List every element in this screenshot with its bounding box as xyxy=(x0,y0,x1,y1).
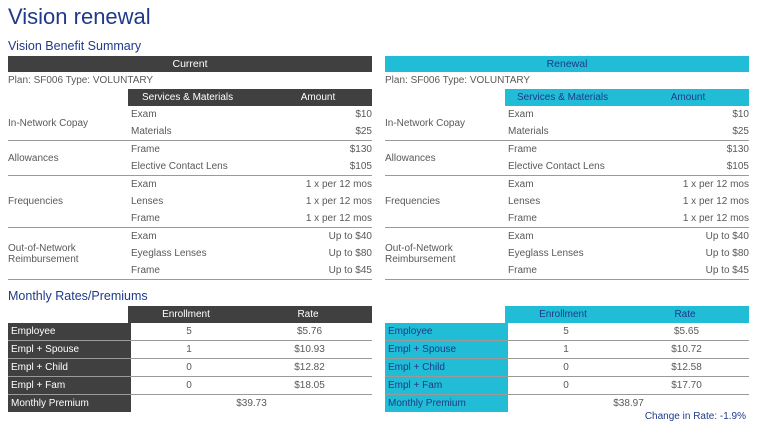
rate-header: Rate xyxy=(244,306,372,323)
benefit-item: Frame xyxy=(508,144,537,155)
rate-value: $17.70 xyxy=(671,380,702,391)
tier-label: Empl + Fam xyxy=(8,377,131,394)
benefit-row xyxy=(505,176,749,193)
benefit-item: Elective Contact Lens xyxy=(508,161,605,172)
benefit-row xyxy=(505,210,749,227)
services-materials-header: Services & Materials xyxy=(505,89,627,106)
benefit-row xyxy=(128,141,372,158)
group-label: Allowances xyxy=(385,152,436,164)
benefit-amount: $10 xyxy=(355,109,372,120)
monthly-premium-label: Monthly Premium xyxy=(385,395,508,412)
benefit-amount: 1 x per 12 mos xyxy=(682,213,749,224)
benefit-row xyxy=(128,123,372,140)
benefit-row xyxy=(505,106,749,123)
benefit-amount: 1 x per 12 mos xyxy=(682,196,749,207)
benefit-item: Eyeglass Lenses xyxy=(131,248,207,259)
rate-row xyxy=(385,359,749,377)
enrollment-value: 0 xyxy=(186,362,192,373)
benefit-item: Frame xyxy=(508,213,537,224)
services-materials-header: Services & Materials xyxy=(128,89,264,106)
benefit-row xyxy=(128,176,372,193)
benefit-row xyxy=(128,106,372,123)
benefit-section-title: Vision Benefit Summary xyxy=(8,39,142,53)
benefit-row xyxy=(505,158,749,175)
current-rates xyxy=(8,306,372,412)
benefit-item: Eyeglass Lenses xyxy=(508,248,584,259)
rate-header: Rate xyxy=(621,306,749,323)
group-label: Allowances xyxy=(8,152,59,164)
benefit-group xyxy=(8,106,372,141)
monthly-premium-value: $38.97 xyxy=(613,398,644,409)
benefit-row xyxy=(128,158,372,175)
benefit-amount: 1 x per 12 mos xyxy=(305,179,372,190)
amount-header: Amount xyxy=(264,89,372,106)
benefit-group xyxy=(8,176,372,228)
benefit-row xyxy=(128,210,372,227)
benefit-amount: Up to $80 xyxy=(705,248,749,259)
tier-label: Empl + Child xyxy=(385,359,508,376)
benefit-amount: Up to $40 xyxy=(705,231,749,242)
benefit-item: Exam xyxy=(131,179,157,190)
tier-label: Employee xyxy=(385,323,508,340)
benefit-row xyxy=(505,123,749,140)
enrollment-value: 5 xyxy=(563,326,569,337)
benefit-amount: Up to $80 xyxy=(328,248,372,259)
benefit-amount: $25 xyxy=(732,126,749,137)
benefit-item: Frame xyxy=(131,265,160,276)
renewal-header: Renewal xyxy=(385,56,749,72)
rate-value: $5.65 xyxy=(673,326,700,337)
benefit-amount: $25 xyxy=(355,126,372,137)
change-in-rate: Change in Rate: -1.9% xyxy=(644,411,746,422)
benefit-group xyxy=(385,228,749,280)
rate-row xyxy=(8,323,372,341)
benefit-amount: $105 xyxy=(726,161,749,172)
rate-value: $18.05 xyxy=(294,380,325,391)
renewal-rates xyxy=(385,306,749,412)
enrollment-value: 0 xyxy=(186,380,192,391)
enrollment-header: Enrollment xyxy=(128,306,244,323)
benefit-item: Exam xyxy=(508,179,534,190)
benefit-item: Lenses xyxy=(508,196,541,207)
current-panel xyxy=(8,56,372,280)
rate-row xyxy=(385,377,749,395)
benefit-group xyxy=(385,141,749,176)
benefit-row xyxy=(505,193,749,210)
enrollment-value: 5 xyxy=(186,326,192,337)
benefit-amount: Up to $45 xyxy=(328,265,372,276)
benefit-item: Frame xyxy=(508,265,537,276)
current-plan: Plan: SF006 Type: VOLUNTARY xyxy=(8,75,154,86)
benefit-amount: $10 xyxy=(732,109,749,120)
rate-value: $12.82 xyxy=(294,362,325,373)
monthly-premium-value: $39.73 xyxy=(236,398,267,409)
enrollment-value: 1 xyxy=(186,344,192,355)
current-column-headers xyxy=(8,89,372,106)
benefit-group xyxy=(8,141,372,176)
enrollment-value: 0 xyxy=(563,362,569,373)
group-label: Out-of-Network Reimbursement xyxy=(8,242,79,265)
benefit-row xyxy=(128,228,372,245)
rates-header xyxy=(385,306,749,323)
benefit-row xyxy=(505,245,749,262)
benefit-amount: $105 xyxy=(349,161,372,172)
tier-label: Empl + Fam xyxy=(385,377,508,394)
benefit-item: Exam xyxy=(508,109,534,120)
rate-value: $12.58 xyxy=(671,362,702,373)
benefit-row xyxy=(505,262,749,279)
monthly-premium-row xyxy=(385,395,749,412)
benefit-row xyxy=(505,228,749,245)
rate-row xyxy=(8,377,372,395)
benefit-item: Lenses xyxy=(131,196,164,207)
benefit-row xyxy=(128,193,372,210)
current-header: Current xyxy=(8,56,372,72)
monthly-premium-label: Monthly Premium xyxy=(8,395,131,412)
benefit-amount: Up to $40 xyxy=(328,231,372,242)
benefit-item: Frame xyxy=(131,144,160,155)
rate-row xyxy=(8,359,372,377)
benefit-item: Elective Contact Lens xyxy=(131,161,228,172)
benefit-row xyxy=(128,262,372,279)
renewal-panel xyxy=(385,56,749,280)
group-label: In-Network Copay xyxy=(8,117,89,129)
rates-header xyxy=(8,306,372,323)
benefit-item: Exam xyxy=(131,109,157,120)
group-label: Frequencies xyxy=(8,196,64,207)
tier-label: Empl + Spouse xyxy=(8,341,131,358)
rate-value: $5.76 xyxy=(296,326,323,337)
enrollment-header: Enrollment xyxy=(505,306,621,323)
benefit-amount: $130 xyxy=(349,144,372,155)
benefit-amount: 1 x per 12 mos xyxy=(682,179,749,190)
group-label: Frequencies xyxy=(385,196,441,207)
benefit-group xyxy=(8,228,372,280)
group-label: In-Network Copay xyxy=(385,117,466,129)
benefit-item: Exam xyxy=(131,231,157,242)
benefit-group xyxy=(385,106,749,141)
benefit-item: Frame xyxy=(131,213,160,224)
benefit-item: Exam xyxy=(508,231,534,242)
renewal-column-headers xyxy=(385,89,749,106)
rate-row xyxy=(385,341,749,359)
tier-label: Employee xyxy=(8,323,131,340)
enrollment-value: 0 xyxy=(563,380,569,391)
tier-label: Empl + Child xyxy=(8,359,131,376)
benefit-group xyxy=(385,176,749,228)
rate-row xyxy=(8,341,372,359)
renewal-plan: Plan: SF006 Type: VOLUNTARY xyxy=(385,75,531,86)
monthly-premium-row xyxy=(8,395,372,412)
benefit-amount: Up to $45 xyxy=(705,265,749,276)
group-label: Out-of-Network Reimbursement xyxy=(385,242,456,265)
rate-row xyxy=(385,323,749,341)
benefit-amount: $130 xyxy=(726,144,749,155)
benefit-row xyxy=(128,245,372,262)
page-title: Vision renewal xyxy=(8,4,151,29)
rate-value: $10.72 xyxy=(671,344,702,355)
tier-label: Empl + Spouse xyxy=(385,341,508,358)
benefit-row xyxy=(505,141,749,158)
benefit-item: Materials xyxy=(508,126,549,137)
benefit-amount: 1 x per 12 mos xyxy=(305,196,372,207)
benefit-amount: 1 x per 12 mos xyxy=(305,213,372,224)
rate-value: $10.93 xyxy=(294,344,325,355)
amount-header: Amount xyxy=(627,89,749,106)
benefit-item: Materials xyxy=(131,126,172,137)
rates-section-title: Monthly Rates/Premiums xyxy=(8,289,148,303)
enrollment-value: 1 xyxy=(563,344,569,355)
